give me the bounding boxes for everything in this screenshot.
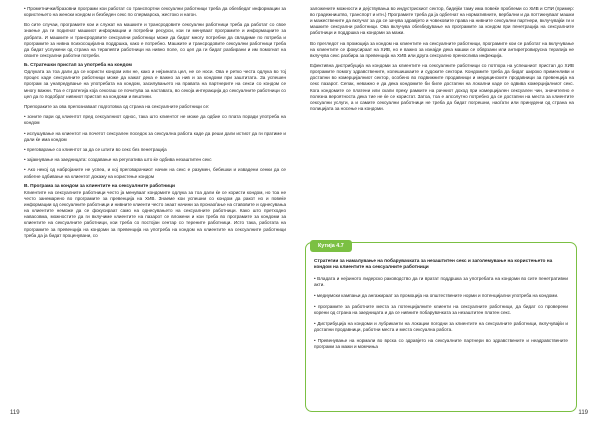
bullet-item: • преговарање со клиентот за да се штити во секс без пенетрација <box>24 146 167 152</box>
bullet-item: • медиумски кампањи да ангажираат за промоција на општествените норми и потенцијални употреба на кондоми. <box>314 293 559 298</box>
bullet-item: • програмите за работните места за потенцијалните клиенти на сексуалните работници, да бидат со проверени корени од страна на заедницата и да се нивните побарувачката за незаштитен платен секс. <box>314 304 568 315</box>
sidebar-box <box>305 242 577 412</box>
paragraph: Клиентите на сексуалните работници често ја менуваат кондомите одлука за тоа дали ќе се користи кондом, но тоа не често занемарено во програмите за превенција на ХИВ. Знаеме кои успешни со кондом да ракот но и повеќе информации од сексуалните работници и нивните клиенти често знаат начини за пронаоѓање на ставовите и однесувања на клиентите неможе да се фокусираат само на однесувањето на сексуалните работници. Како што претходно навасовма, можностите да ги вклучиме клиентите на пазарот се вложени и кои треба во програмите за кондоми за клиентите на сексуалните работници, кои треба со постојан сентар со терените работници. Исто така, работата на програмите за превенција на кондоми за превенција на употреба на кондом на клиентите на сексуалните работници треба да ја бидат проценувани, со <box>24 189 286 238</box>
left-column <box>24 6 286 243</box>
bullet-item: • Дистрибуција на кондоми и лубриканти на локации погодни за клиентите на сексуалните работници, вклучувајќи и достапни продавници, работни места и места сексуална работа. <box>314 321 568 332</box>
section-heading: В. Програма за кондом за клиентите на сексуалните работници <box>24 183 176 189</box>
page-number-left: 119 <box>10 410 20 416</box>
paragraph: заложените можности и дејствувања во индустрискиот сектор, бидејќи таму има повеќе проблеми со ХИВ и СПИ (пример: во градежништво, транспорт и итн.) Програмите треба да ја одбегнат на нормативните, вербални и да поттикнуваат машки и мажествените да вклучат за да се зачува здравјето и човековите права на нивните сексуални партнери, вклучувајќи ги и машките сексуални работници. Ова вклучува обезбедување на програмите за кондом при пенетрација на сексуалните работници и поддршка на кондоми за мажи. <box>310 6 575 36</box>
bullet-item: • Владата и нејзиното лидерско раководство да ги вратат поддршка за употребата на кондоми во сите пенетративни акти. <box>314 276 568 287</box>
right-column <box>310 6 574 116</box>
paragraph: Одлуката за тоа дали да се користи кондом или не, како и нејзината цел, не се носи. Ова е ретко честа одлука во тој процес каде сексуалните работници може да кажат дека е важно за нив и за кондоми при заштитата. За успешен програм за унапредување на употребата на кондом, засилувањето на правата на партнерите на секси со кондом се многу важни. Тоа е стратегија која секогаш се почитува за наставата, во секоја интеракција до сексуалните работници со цел да го подобрат нивниот пристап на кондоми и вештини. <box>24 69 286 99</box>
bullet-item: • Превенување на нормали во врска со здравјето на сексуалните партнери во здравствените и неадравствените програми за мажи и момчиња <box>314 338 568 349</box>
box-heading: Стратегии за намалување на побарувачката за незаштитен секс и заголемување на користењето на кондом на клиентите на сексуалните работници <box>314 259 553 270</box>
paragraph: Препораките за ова препознаваат подготовка од страна на сексуалните работници се: <box>24 103 210 109</box>
paragraph: Во прегледот на промоција за кондом на клиентите на сексуалните работници, програмите кои се работат на вклучување на клиентите се фокусираат на ХИВ, но е важно за изнајде дека машки се обврзани или антиретровирусна терапија не вклучува секс разбира за превенција на ХИВ или друга сексуално пренослива инфекција. <box>310 40 574 58</box>
bullet-item: • Ако некој од набројаните не успеа, и кој преговарачкиот начин на секс е разумен, бебешки и извадени сенки да се избегне одбивање на клиентот докажу на користење кондом <box>24 167 286 179</box>
bullet-item: • зајакнување на заедницата: создавање на регулатива што ќе одбива незаштитен секс <box>24 157 212 163</box>
page-number-right: 119 <box>578 410 588 416</box>
box-label: Кутија 4.7 <box>310 240 352 252</box>
bullet-item: • зоните пари од клиентот пред сексуалниот однос, така што клиентот не може да одбие со плата поради употреба на кондом <box>24 114 286 126</box>
box-body <box>314 259 568 355</box>
bullet-item: • ислушување на клиентот на почетот сексуален поседок за сексуална работа каде да реши дали истиот да ги пратиме и дали ќе има кондом <box>24 130 286 142</box>
paragraph: • Прометнички/бразовни програми кои работат со транспортни сексуални работници треба да обезбедат информации за користењето на женски кондом и безбеден секс по спермарска, жестоко и нагон. <box>24 6 286 18</box>
paragraph: Ефективна дистрибуција на кондоми за клиентите на сексуалните работници со потпора на успешниот пристап до ХИВ програмите помогу здравствените, колешишкаите и судските сектори. Кондомите треба да бидат широко применливи и достапни во комерцијалниот сектор, особено во подвижните продавници и медицинските продавници за превенција на секс пазарот. Сепак, неважно е да дека кондомите би биле достапни на локални каде се одвива комерцијалниот секс. Кога кондомите се платени или скапи преку рамките на рачниот доход при комерцијален сексуален чин, значително е полезна вероятноста дека тие не ќе се користат. Затоа, тоа е апсолутно потребно да се достапни на места за клиентите сексуални услуги, а и самите сексуални работници не треба да бидат погрешни, наоѓати или принудени од страна на полицијата за носење на кондоми. <box>310 63 574 111</box>
section-heading: Б. Стратешки пристап за употреба на кондом <box>24 63 132 69</box>
paragraph: Во сите случаи, програмите кои и служат на машките и трансродовите сексуални работници треба да работат со свое знаење да ги подигнат машкиот информации и потребни ресурси, кои ги менуваат програмите и информациите за добрата. И машките и трансродовите сексуални работници може да бидат многу потребни да свладиме по потреба и програмите за нивна психосоцијална поддршка, како е потребно. Машките и трансродовите сексуални работници треба да бидат услужени од страна на терапевти работници на нивно поле, со цел да ги бидат разбирани и им помогнат на своите сексуални работни потреби. <box>24 22 286 58</box>
